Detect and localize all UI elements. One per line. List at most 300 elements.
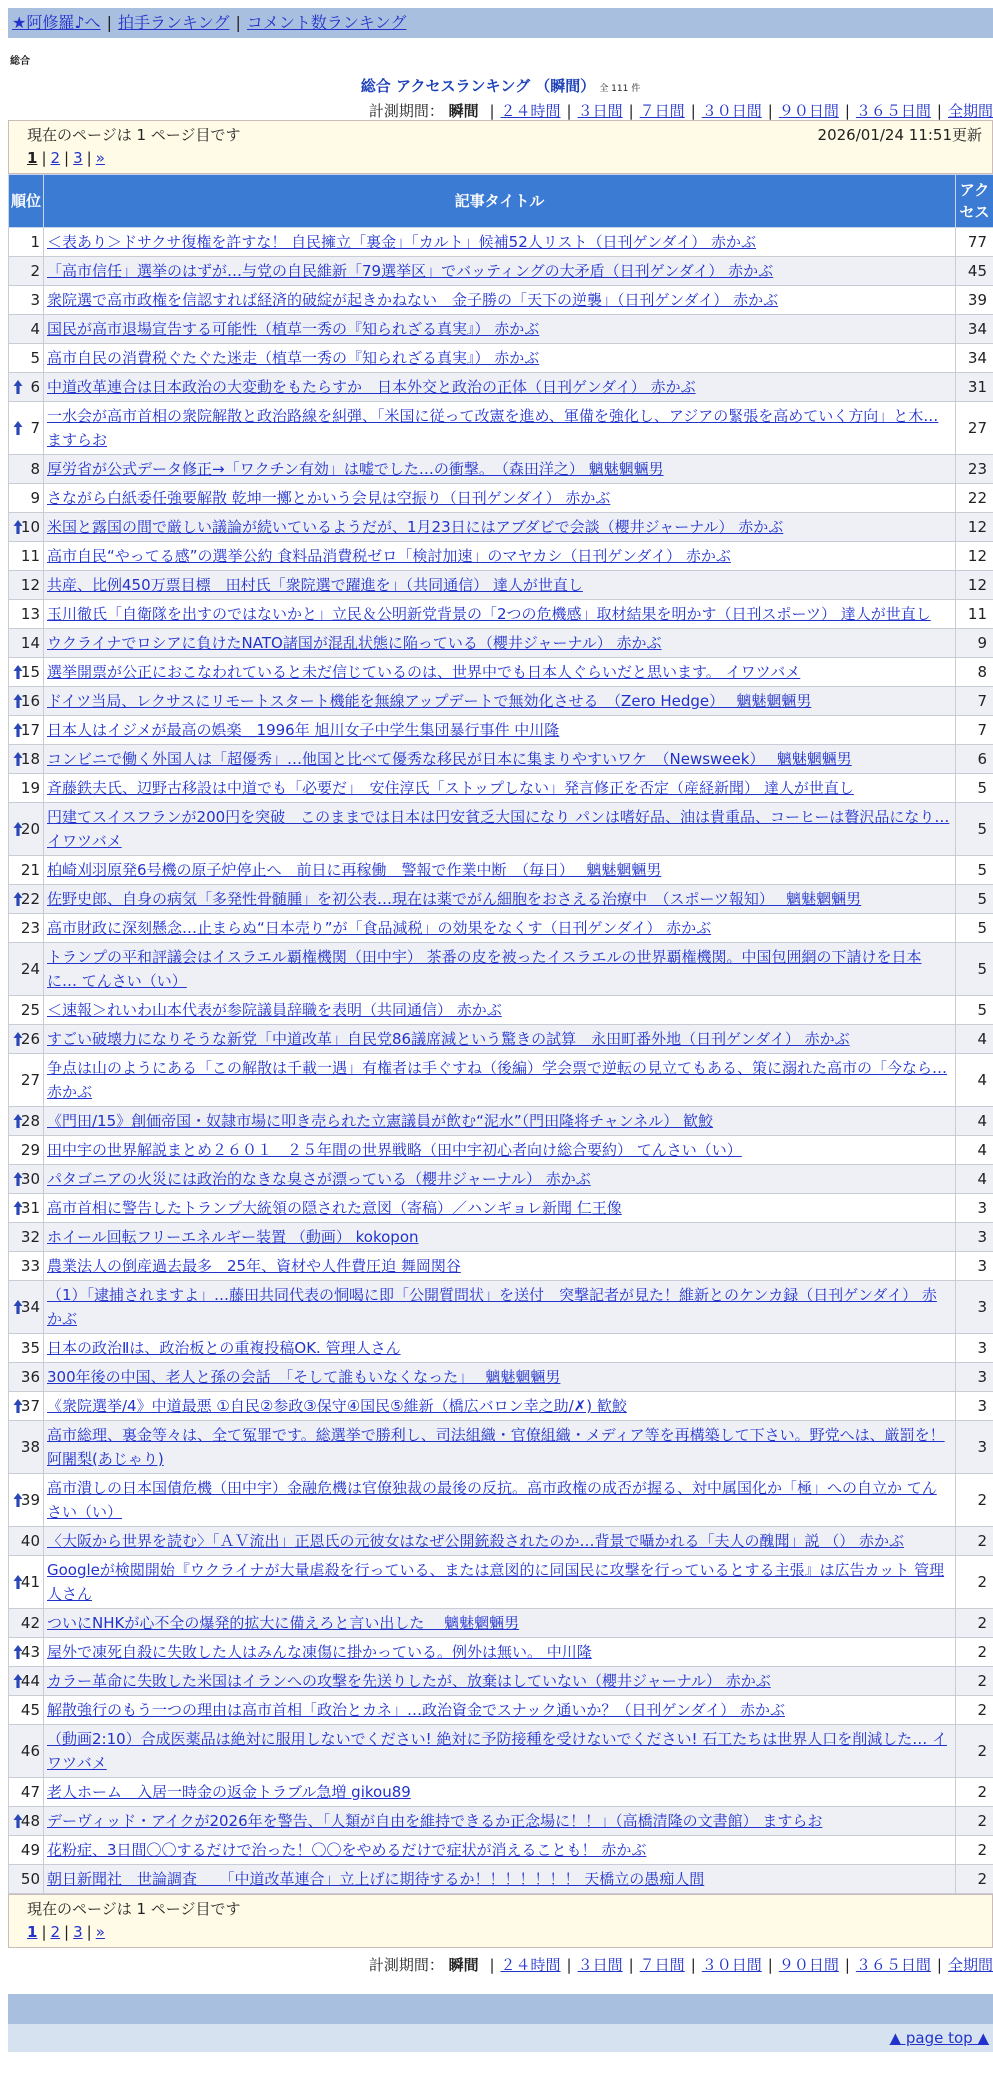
access-count: 3 [956, 1194, 993, 1223]
up-arrow-icon [13, 379, 23, 395]
rank-number: 6 [30, 378, 40, 396]
article-title-link[interactable]: 高市自民の消費税ぐたぐた迷走（植草一秀の『知られざる真実』） 赤かぶ [47, 349, 540, 367]
separator: | [690, 102, 696, 120]
title-cell [44, 745, 956, 774]
title-cell [44, 1107, 956, 1136]
title-cell [44, 1807, 956, 1836]
access-count: 4 [956, 1054, 993, 1107]
access-count: 23 [956, 455, 993, 484]
header-title: 記事タイトル [44, 175, 956, 228]
table-row [9, 1363, 993, 1392]
rank-cell [9, 344, 44, 373]
rank-cell [9, 774, 44, 803]
rank-cell [9, 286, 44, 315]
rank-number: 29 [20, 1141, 40, 1159]
pager-top [8, 120, 993, 174]
article-title-link[interactable]: 一水会が高市首相の衆院解散と政治路線を糾弾、「米国に従って改憲を進め、軍備を強化し、アジアの緊張を高めていく方向」と木… ますらお [47, 407, 939, 449]
page-top-link[interactable]: ▲ page top ▲ [889, 2029, 989, 2047]
title-cell [44, 1194, 956, 1223]
table-row [9, 1223, 993, 1252]
article-title-link[interactable]: パタゴニアの火災には政治的なきな臭さが漂っている（櫻井ジャーナル） 赤かぶ [47, 1170, 591, 1188]
separator: | [41, 149, 47, 167]
rank-number: 24 [20, 960, 40, 978]
up-arrow-icon [13, 821, 23, 837]
page-link-current[interactable]: 1 [27, 1923, 38, 1941]
table-row [9, 1025, 993, 1054]
title-cell [44, 286, 956, 315]
article-title-link[interactable]: 日本人はイジメが最高の娯楽＿1996年 旭川女子中学生集団暴行事件 中川隆 [47, 721, 560, 739]
title-cell [44, 1778, 956, 1807]
rank-cell [9, 1363, 44, 1392]
article-title-link[interactable]: 花粉症、3日間〇〇するだけで治った！〇〇をやめるだけで症状が消えることも！ 赤かぶ [47, 1841, 647, 1859]
table-row [9, 1807, 993, 1836]
rank-cell [9, 1638, 44, 1667]
table-row [9, 803, 993, 856]
rank-number: 9 [30, 489, 40, 507]
article-title-link[interactable]: 国民が高市退場宣告する可能性（植草一秀の『知られざる真実』） 赤かぶ [47, 320, 540, 338]
rank-number: 18 [20, 750, 40, 768]
rank-cell [9, 716, 44, 745]
rank-number: 28 [20, 1112, 40, 1130]
table-row [9, 745, 993, 774]
article-title-link[interactable]: ホイール回転フリーエネルギー装置 （動画） kokopon [47, 1228, 419, 1246]
access-count: 4 [956, 1107, 993, 1136]
article-title-link[interactable]: Googleが検閲開始『ウクライナが大量虐殺を行っている、または意図的に同国民に攻撃を行っているとする主張』は広告カット 管理人さん [47, 1561, 945, 1603]
separator: | [64, 149, 70, 167]
up-arrow-icon [13, 664, 23, 680]
up-arrow-icon [13, 1492, 23, 1508]
access-count: 45 [956, 257, 993, 286]
title-cell [44, 687, 956, 716]
table-row [9, 1474, 993, 1527]
title-cell [44, 571, 956, 600]
article-title-link[interactable]: 高市潰しの日本国債危機（田中宇）金融危機は官僚独裁の最後の反抗。高市政権の成否が握る、対中属国化か「極」への自立か てんさい（い） [47, 1479, 937, 1521]
article-title-link[interactable]: 高市首相に警告したトランプ大統領の隠された意図（寄稿）／ハンギョレ新聞 仁王像 [47, 1199, 622, 1217]
table-row [9, 484, 993, 513]
up-arrow-icon [13, 1673, 23, 1689]
article-title-link[interactable]: ＜表あり＞ドサクサ復権を許すな！ 自民擁立「裏金」「カルト」候補52人リスト（日刊ゲンダイ） 赤かぶ [47, 233, 757, 251]
article-title-link[interactable]: 高市財政に深刻懸念…止まらぬ“日本売り”が「食品減税」の効果をなくす（日刊ゲンダイ） 赤かぶ [47, 919, 712, 937]
table-row [9, 774, 993, 803]
title-cell [44, 1136, 956, 1165]
rank-number: 32 [20, 1228, 40, 1246]
applause-ranking-link[interactable]: 拍手ランキング [117, 13, 230, 32]
rank-cell [9, 943, 44, 996]
rank-cell [9, 228, 44, 257]
separator: | [936, 102, 942, 120]
rank-cell [9, 1696, 44, 1725]
rank-cell [9, 600, 44, 629]
rank-number: 5 [30, 349, 40, 367]
access-count: 2 [956, 1865, 993, 1894]
rank-number: 44 [20, 1672, 40, 1690]
separator: | [106, 13, 112, 32]
period-link[interactable]: ３６５日間 [855, 1956, 931, 1974]
title-cell [44, 1054, 956, 1107]
rank-number: 47 [20, 1783, 40, 1801]
separator: | [844, 102, 850, 120]
article-title-link[interactable]: 共産、比例450万票目標 田村氏「衆院選で躍進を」（共同通信） 達人が世直し [47, 576, 583, 594]
up-arrow-icon [13, 722, 23, 738]
title-cell [44, 1281, 956, 1334]
table-row [9, 1421, 993, 1474]
ranking-table [8, 174, 993, 1894]
access-count: 12 [956, 571, 993, 600]
period-label: 計測期間： [368, 1956, 444, 1974]
article-title-link[interactable]: 田中宇の世界解説まとめ２６０１ ２５年間の世界戦略（田中宇初心者向け総合要約） てんさい（い） [47, 1141, 742, 1159]
period-link[interactable]: ３０日間 [701, 102, 762, 120]
rank-cell [9, 402, 44, 455]
article-title-link[interactable]: 〈大阪から世界を読む〉「ＡＶ流出」正恩氏の元彼女はなぜ公開銃殺されたのか…背景で囁かれる「夫人の醜聞」説 （） 赤かぶ [47, 1532, 905, 1550]
rank-number: 10 [20, 518, 40, 536]
rank-number: 19 [20, 779, 40, 797]
rank-cell [9, 1165, 44, 1194]
next-page-link[interactable]: » [95, 1923, 105, 1941]
separator: | [844, 1956, 850, 1974]
access-count: 2 [956, 1474, 993, 1527]
separator: | [628, 1956, 634, 1974]
rank-number: 16 [20, 692, 40, 710]
access-count: 12 [956, 542, 993, 571]
rank-cell [9, 1836, 44, 1865]
access-count: 3 [956, 1252, 993, 1281]
table-row [9, 1165, 993, 1194]
period-selector [8, 100, 993, 120]
title-cell [44, 996, 956, 1025]
article-title-link[interactable]: 高市総理、裏金等々は、全て冤罪です。総選挙で勝利し、司法組織・官僚組織・メディア等を再構築して下さい。野党へは、厳罰を！ 阿闍梨(あじゃり) [47, 1426, 945, 1468]
table-row [9, 315, 993, 344]
title-cell [44, 914, 956, 943]
table-row [9, 600, 993, 629]
title-cell [44, 856, 956, 885]
separator: | [628, 102, 634, 120]
article-title-link[interactable]: すごい破壊力になりそうな新党「中道改革」自民党86議席減という驚きの試算 永田町番外地（日刊ゲンダイ） 赤かぶ [47, 1030, 850, 1048]
title-cell [44, 1865, 956, 1894]
table-row [9, 716, 993, 745]
rank-number: 13 [20, 605, 40, 623]
title-cell [44, 513, 956, 542]
title-cell [44, 1527, 956, 1556]
period-link[interactable]: ２４時間 [500, 1956, 561, 1974]
article-title-link[interactable]: 解散強行のもう一つの理由は高市首相「政治とカネ」…政治資金でスナック通いか？（日刊ゲンダイ） 赤かぶ [47, 1701, 785, 1719]
page-link[interactable]: 3 [73, 149, 83, 167]
access-count: 6 [956, 745, 993, 774]
separator: | [86, 149, 92, 167]
article-title-link[interactable]: 選挙開票が公正におこなわれていると未だ信じているのは、世界中でも日本人ぐらいだと思います。 イワツバメ [47, 663, 801, 681]
separator: | [489, 1956, 495, 1974]
up-arrow-icon [13, 1171, 23, 1187]
page-top-bar [8, 2024, 993, 2052]
rank-number: 23 [20, 919, 40, 937]
separator: | [767, 102, 773, 120]
up-arrow-icon [13, 1574, 23, 1590]
top-navigation-bar [8, 8, 993, 38]
article-title-link[interactable]: 《衆院選挙/4》中道最悪 ①自民②参政③保守④国民⑤維新（橋広バロン幸之助/✗) 歓鮫 [47, 1397, 627, 1415]
period-link[interactable]: ９０日間 [778, 1956, 839, 1974]
rank-cell [9, 658, 44, 687]
access-count: 3 [956, 1363, 993, 1392]
table-row [9, 1392, 993, 1421]
table-row [9, 1836, 993, 1865]
article-title-link[interactable]: 衆院選で高市政権を信認すれば経済的破綻が起きかねない 金子勝の「天下の逆襲」（日刊ゲンダイ） 赤かぶ [47, 291, 779, 309]
table-row [9, 943, 993, 996]
period-link[interactable]: 全期間 [947, 1956, 993, 1974]
rank-cell [9, 1556, 44, 1609]
separator: | [690, 1956, 696, 1974]
up-arrow-icon [13, 1398, 23, 1414]
rank-cell [9, 914, 44, 943]
rank-number: 4 [30, 320, 40, 338]
rank-number: 20 [20, 820, 40, 838]
up-arrow-icon [13, 1200, 23, 1216]
article-title-link[interactable]: ついにNHKが心不全の爆発的拡大に備えろと言い出した 魑魅魍魎男 [47, 1614, 520, 1632]
table-row [9, 996, 993, 1025]
separator: | [489, 102, 495, 120]
article-title-link[interactable]: 300年後の中国、老人と孫の会話 「そして誰もいなくなった」 魑魅魍魎男 [47, 1368, 561, 1386]
article-title-link[interactable]: 農業法人の倒産過去最多 25年、資材や人件費圧迫 舞岡関谷 [47, 1257, 461, 1275]
article-title-link[interactable]: ウクライナでロシアに負けたNATO諸国が混乱状態に陥っている（櫻井ジャーナル） 赤かぶ [47, 634, 662, 652]
article-title-link[interactable]: コンビニで働く外国人は「超優秀」…他国と比べて優秀な移民が日本に集まりやすいワケ （Newsweek） 魑魅魍魎男 [47, 750, 852, 768]
rank-number: 7 [30, 419, 40, 437]
table-row [9, 856, 993, 885]
access-count: 2 [956, 1527, 993, 1556]
article-title-link[interactable]: 佐野史郎、自身の病気「多発性骨髄腫」を初公表…現在は薬でがん細胞をおさえる治療中 （スポーツ報知） 魑魅魍魎男 [47, 890, 862, 908]
access-count: 2 [956, 1696, 993, 1725]
table-row [9, 571, 993, 600]
up-arrow-icon [13, 751, 23, 767]
title-cell [44, 774, 956, 803]
access-count: 4 [956, 1165, 993, 1194]
rank-number: 12 [20, 576, 40, 594]
table-row [9, 1865, 993, 1894]
access-count: 5 [956, 914, 993, 943]
home-link[interactable]: ★阿修羅♪へ [12, 13, 101, 32]
table-row [9, 1252, 993, 1281]
access-count: 2 [956, 1556, 993, 1609]
period-link[interactable]: ３日間 [577, 102, 623, 120]
bottom-bar [8, 1994, 993, 2024]
page-status: 現在のページは 1 ページ目です [27, 1900, 241, 1918]
rank-cell [9, 856, 44, 885]
access-count: 5 [956, 774, 993, 803]
period-current: 瞬間 [448, 1956, 479, 1974]
table-row [9, 1054, 993, 1107]
title-cell [44, 1609, 956, 1638]
article-title-link[interactable]: 高市自民“やってる感”の選挙公約 食料品消費税ゼロ「検討加速」のマヤカシ（日刊ゲンダイ） 赤かぶ [47, 547, 731, 565]
title-text: 総合 アクセスランキング （瞬間） [360, 77, 596, 95]
title-cell [44, 629, 956, 658]
rank-cell [9, 1778, 44, 1807]
title-cell [44, 658, 956, 687]
period-link[interactable]: ７日間 [639, 102, 685, 120]
article-title-link[interactable]: 「高市信任」選挙のはずが…与党の自民維新「79選挙区」でバッティングの大矛盾（日刊ゲンダイ） 赤かぶ [47, 262, 774, 280]
rank-cell [9, 1281, 44, 1334]
access-count: 3 [956, 1223, 993, 1252]
table-row [9, 658, 993, 687]
access-count: 3 [956, 1281, 993, 1334]
article-title-link[interactable]: 日本の政治Ⅱは、政治板との重複投稿OK. 管理人さん [47, 1339, 401, 1357]
title-cell [44, 228, 956, 257]
access-count: 34 [956, 344, 993, 373]
rank-number: 27 [20, 1071, 40, 1089]
next-page-link[interactable]: » [95, 149, 105, 167]
rank-number: 31 [20, 1199, 40, 1217]
rank-number: 11 [20, 547, 40, 565]
period-link[interactable]: ３日間 [577, 1956, 623, 1974]
rank-cell [9, 1725, 44, 1778]
article-title-link[interactable]: 柏崎刈羽原発6号機の原子炉停止へ 前日に再稼働 警報で作業中断 （毎日） 魑魅魍魎男 [47, 861, 662, 879]
rank-number: 17 [20, 721, 40, 739]
table-row [9, 542, 993, 571]
article-title-link[interactable]: 玉川徹氏「自衛隊を出すのではないかと」立民＆公明新党背景の「2つの危機感」取材結果を明かす（日刊スポーツ） 達人が世直し [47, 605, 931, 623]
period-link[interactable]: ７日間 [639, 1956, 685, 1974]
period-current: 瞬間 [448, 102, 479, 120]
access-count: 2 [956, 1638, 993, 1667]
article-title-link[interactable]: 争点は山のようにある「この解散は千載一遇」有権者は手ぐすね（後編）学会票で逆転の見立てもある、策に溺れた高市の「今なら… 赤かぶ [47, 1059, 948, 1101]
access-count: 2 [956, 1807, 993, 1836]
up-arrow-icon [13, 693, 23, 709]
page-link-current[interactable]: 1 [27, 149, 38, 167]
header-rank: 順位 [9, 175, 44, 228]
rank-number: 41 [20, 1573, 40, 1591]
rank-number: 15 [20, 663, 40, 681]
article-title-link[interactable]: 厚労省が公式データ修正→「ワクチン有効」は嘘でした…の衝撃。 （森田洋之） 魑魅魍魎男 [47, 460, 664, 478]
article-title-link[interactable]: （1）「逮捕されますよ」…藤田共同代表の恫喝に即「公開質問状」を送付 突撃記者が見た！維新とのケンカ録（日刊ゲンダイ） 赤かぶ [47, 1286, 937, 1328]
period-link[interactable]: ３６５日間 [855, 102, 931, 120]
rank-number: 8 [30, 460, 40, 478]
table-row [9, 885, 993, 914]
access-count: 3 [956, 1334, 993, 1363]
table-row [9, 1638, 993, 1667]
page-link[interactable]: 2 [50, 149, 61, 167]
article-title-link[interactable]: 米国と露国の間で厳しい議論が続いているようだが、1月23日にはアブダビで会談（櫻井ジャーナル） 赤かぶ [47, 518, 784, 536]
table-row [9, 1667, 993, 1696]
access-count: 39 [956, 286, 993, 315]
article-title-link[interactable]: 屋外で凍死自殺に失敗した人はみんな凍傷に掛かっている。例外は無い。 中川隆 [47, 1643, 592, 1661]
article-title-link[interactable]: デーヴィッド・アイクが2026年を警告、「人類が自由を維持できるか正念場に！！」（高橋清隆の文書館） ますらお [47, 1812, 823, 1830]
rank-cell [9, 1136, 44, 1165]
up-arrow-icon [13, 1031, 23, 1047]
access-count: 11 [956, 600, 993, 629]
rank-number: 39 [20, 1491, 40, 1509]
article-title-link[interactable]: 《門田/15》創価帝国・奴隷市場に叩き売られた立憲議員が飲む“泥水”（門田隆将チャンネル） 歓鮫 [47, 1112, 714, 1130]
access-count: 34 [956, 315, 993, 344]
access-count: 9 [956, 629, 993, 658]
table-row [9, 1281, 993, 1334]
access-count: 3 [956, 1421, 993, 1474]
up-arrow-icon [13, 519, 23, 535]
separator: | [235, 13, 241, 32]
article-title-link[interactable]: カラー革命に失敗した米国はイランへの攻撃を先送りしたが、放棄はしていない（櫻井ジャーナル） 赤かぶ [47, 1672, 771, 1690]
title-cell [44, 402, 956, 455]
table-row [9, 1696, 993, 1725]
period-link[interactable]: ２４時間 [500, 102, 561, 120]
article-title-link[interactable]: 円建てスイスフランが200円を突破 このままでは日本は円安貧乏大国になり パンは嗜好品、油は貴重品、コーヒーは贅沢品になり… イワツバメ [47, 808, 950, 850]
title-cell [44, 1334, 956, 1363]
title-cell [44, 600, 956, 629]
page-title [8, 75, 993, 96]
article-title-link[interactable]: ＜速報＞れいわ山本代表が参院議員辞職を表明（共同通信） 赤かぶ [47, 1001, 502, 1019]
access-count: 77 [956, 228, 993, 257]
period-link[interactable]: 全期間 [947, 102, 993, 120]
access-count: 31 [956, 373, 993, 402]
rank-number: 1 [30, 233, 40, 251]
rank-cell [9, 513, 44, 542]
period-link[interactable]: ３０日間 [701, 1956, 762, 1974]
comment-ranking-link[interactable]: コメント数ランキング [246, 13, 407, 32]
article-title-link[interactable]: さながら白紙委任強要解散 乾坤一擲とかいう会見は空振り（日刊ゲンダイ） 赤かぶ [47, 489, 611, 507]
table-row [9, 286, 993, 315]
access-count: 27 [956, 402, 993, 455]
access-count: 3 [956, 1392, 993, 1421]
rank-cell [9, 1421, 44, 1474]
title-cell [44, 716, 956, 745]
updated-time: 2026/01/24 11:51更新 [817, 126, 982, 144]
title-cell [44, 885, 956, 914]
article-title-link[interactable]: 朝日新聞社 世論調査 「中道改革連合」立上げに期待するか！！！！！！！ 天橋立の愚痴人間 [47, 1870, 705, 1888]
rank-cell [9, 1609, 44, 1638]
table-row [9, 687, 993, 716]
title-cell [44, 1725, 956, 1778]
title-cell [44, 943, 956, 996]
table-row [9, 1778, 993, 1807]
page-link[interactable]: 3 [73, 1923, 83, 1941]
page-link[interactable]: 2 [50, 1923, 61, 1941]
separator: | [86, 1923, 92, 1941]
title-cell [44, 484, 956, 513]
rank-cell [9, 1865, 44, 1894]
table-row [9, 1725, 993, 1778]
rank-number: 48 [20, 1812, 40, 1830]
separator: | [41, 1923, 47, 1941]
header-access: アクセス [956, 175, 993, 228]
access-count: 22 [956, 484, 993, 513]
rank-cell [9, 1107, 44, 1136]
up-arrow-icon [13, 1813, 23, 1829]
item-count: 全 111 件 [599, 84, 641, 94]
access-count: 2 [956, 1667, 993, 1696]
access-count: 8 [956, 658, 993, 687]
rank-number: 26 [20, 1030, 40, 1048]
article-title-link[interactable]: 中道改革連合は日本政治の大変動をもたらすか 日本外交と政治の正体（日刊ゲンダイ） 赤かぶ [47, 378, 696, 396]
up-arrow-icon [13, 891, 23, 907]
access-count: 5 [956, 996, 993, 1025]
rank-number: 33 [20, 1257, 40, 1275]
table-row [9, 914, 993, 943]
title-cell [44, 1252, 956, 1281]
rank-cell [9, 542, 44, 571]
period-link[interactable]: ９０日間 [778, 102, 839, 120]
article-title-link[interactable]: 斉藤鉄夫氏、辺野古移設は中道でも「必要だ」 安住淳氏「ストップしない」発言修正を否定（産経新聞） 達人が世直し [47, 779, 854, 797]
rank-number: 22 [20, 890, 40, 908]
separator: | [566, 102, 572, 120]
separator: | [767, 1956, 773, 1974]
rank-cell [9, 315, 44, 344]
table-row [9, 373, 993, 402]
article-title-link[interactable]: ドイツ当局、レクサスにリモートスタート機能を無線アップデートで無効化させる （Zero Hedge） 魑魅魍魎男 [47, 692, 812, 710]
article-title-link[interactable]: 老人ホーム 入居一時金の返金トラブル急増 gikou89 [47, 1783, 411, 1801]
rank-number: 37 [20, 1397, 40, 1415]
rank-number: 42 [20, 1614, 40, 1632]
pager-bottom [8, 1894, 993, 1948]
rank-cell [9, 1392, 44, 1421]
access-count: 5 [956, 943, 993, 996]
article-title-link[interactable]: （動画2:10）合成医薬品は絶対に服用しないでください! 絶対に予防接種を受けないでください! 石工たちは世界人口を削減した… イワツバメ [47, 1730, 948, 1772]
table-row [9, 402, 993, 455]
rank-cell [9, 629, 44, 658]
article-title-link[interactable]: トランプの平和評議会はイスラエル覇権機関（田中宇） 茶番の皮を被ったイスラエルの世界覇権機関。中国包囲網の下請けを日本に… てんさい（い） [47, 948, 922, 990]
table-row [9, 1194, 993, 1223]
